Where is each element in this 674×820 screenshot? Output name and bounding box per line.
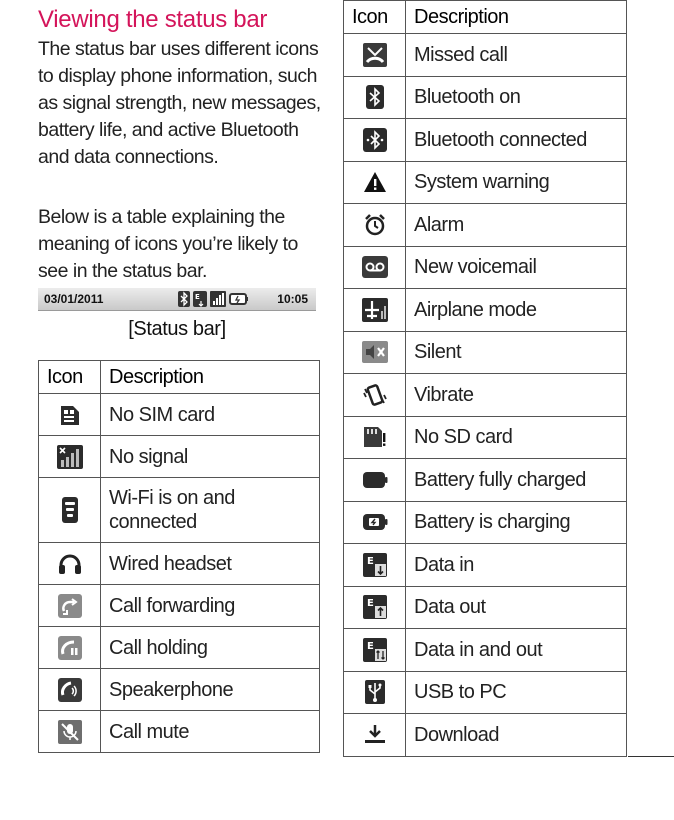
table-row: [39, 711, 320, 753]
data-out-icon: [344, 595, 405, 619]
table-row: [344, 289, 627, 332]
table-header-row: [39, 361, 320, 394]
data-icon: [193, 291, 207, 307]
table-row: [39, 627, 320, 669]
table-row: [39, 669, 320, 711]
table-row: [344, 119, 627, 162]
no-sd-card-icon: [344, 425, 405, 449]
table-row: [344, 544, 627, 587]
description-cell: Wired headset: [101, 543, 320, 585]
status-bar-example: [38, 288, 316, 311]
description-cell: Bluetooth on: [406, 76, 627, 119]
description-cell: Wi-Fi is on and connected: [101, 478, 320, 543]
icon-table-left: [38, 360, 320, 753]
description-cell: Data in and out: [406, 629, 627, 672]
description-cell: System warning: [406, 161, 627, 204]
section-title: Viewing the status bar: [38, 6, 268, 33]
table-row: [39, 478, 320, 543]
system-warning-icon: [344, 171, 405, 193]
svg-text:E: E: [366, 555, 373, 567]
divider: [628, 756, 674, 757]
table-row: [344, 331, 627, 374]
icon-column-header: Icon: [39, 361, 101, 394]
speakerphone-icon: [39, 678, 100, 702]
missed-call-icon: [344, 43, 405, 67]
description-cell: Airplane mode: [406, 289, 627, 332]
description-cell: Call forwarding: [101, 585, 320, 627]
description-cell: No SIM card: [101, 394, 320, 436]
intro-paragraph: The status bar uses different icons to display phone information, such as signal strength, new messages, battery life, and active Bluetooth and data connections.: [38, 38, 321, 168]
description-cell: Download: [406, 714, 627, 757]
description-cell: Alarm: [406, 204, 627, 247]
description-cell: Call holding: [101, 627, 320, 669]
description-cell: Battery is charging: [406, 501, 627, 544]
table-row: [39, 543, 320, 585]
no-signal-icon: [39, 445, 100, 469]
description-cell: Data out: [406, 586, 627, 629]
call-holding-icon: [39, 636, 100, 660]
svg-text:E: E: [366, 598, 373, 610]
description-cell: USB to PC: [406, 671, 627, 714]
bluetooth-connected-icon: [344, 128, 405, 152]
table-row: [344, 459, 627, 502]
description-cell: Missed call: [406, 34, 627, 77]
vibrate-icon: [344, 383, 405, 407]
description-column-header: Description: [101, 361, 320, 394]
wifi-icon: [39, 497, 100, 523]
table-row: [39, 436, 320, 478]
description-cell: Bluetooth connected: [406, 119, 627, 162]
wired-headset-icon: [39, 553, 100, 575]
table-row: [344, 161, 627, 204]
table-row: [344, 76, 627, 119]
description-cell: No signal: [101, 436, 320, 478]
status-bar-time: 10:05: [277, 292, 308, 306]
table-row: [344, 501, 627, 544]
battery-full-icon: [344, 471, 405, 489]
usb-to-pc-icon: [344, 680, 405, 704]
description-cell: New voicemail: [406, 246, 627, 289]
description-cell: Battery fully charged: [406, 459, 627, 502]
description-cell: Data in: [406, 544, 627, 587]
description-cell: Call mute: [101, 711, 320, 753]
bluetooth-on-icon: [344, 85, 405, 109]
table-intro-paragraph: Below is a table explaining the meaning of icons you’re likely to see in the status bar.: [38, 206, 298, 282]
new-voicemail-icon: [344, 256, 405, 278]
table-row: [344, 374, 627, 417]
table-row: [344, 416, 627, 459]
battery-charging-icon: [344, 513, 405, 531]
download-icon: [344, 723, 405, 747]
call-forwarding-icon: [39, 594, 100, 618]
table-row: [344, 246, 627, 289]
status-bar-icons: [178, 291, 249, 307]
description-column-header: Description: [406, 1, 627, 34]
table-row: [344, 586, 627, 629]
data-in-icon: [344, 553, 405, 577]
bluetooth-icon: [178, 291, 190, 307]
table-row: [344, 714, 627, 757]
description-cell: Silent: [406, 331, 627, 374]
battery-charging-icon: [229, 291, 249, 307]
svg-text:E: E: [195, 293, 200, 301]
svg-text:E: E: [366, 640, 373, 652]
description-cell: Vibrate: [406, 374, 627, 417]
table-row: [344, 34, 627, 77]
description-cell: No SD card: [406, 416, 627, 459]
icon-table-right: [343, 0, 627, 757]
data-in-out-icon: [344, 638, 405, 662]
no-sim-card-icon: [39, 403, 100, 427]
call-mute-icon: [39, 720, 100, 744]
table-row: [39, 585, 320, 627]
icon-column-header: Icon: [344, 1, 406, 34]
table-row: [39, 394, 320, 436]
description-cell: Speakerphone: [101, 669, 320, 711]
table-header-row: [344, 1, 627, 34]
airplane-mode-icon: [344, 298, 405, 322]
table-row: [344, 671, 627, 714]
status-bar-caption: [Status bar]: [128, 318, 226, 340]
no-sd-card-icon: [210, 291, 226, 307]
status-bar-date: 03/01/2011: [44, 292, 104, 306]
alarm-icon: [344, 213, 405, 237]
table-row: [344, 629, 627, 672]
silent-icon: [344, 341, 405, 363]
table-row: [344, 204, 627, 247]
